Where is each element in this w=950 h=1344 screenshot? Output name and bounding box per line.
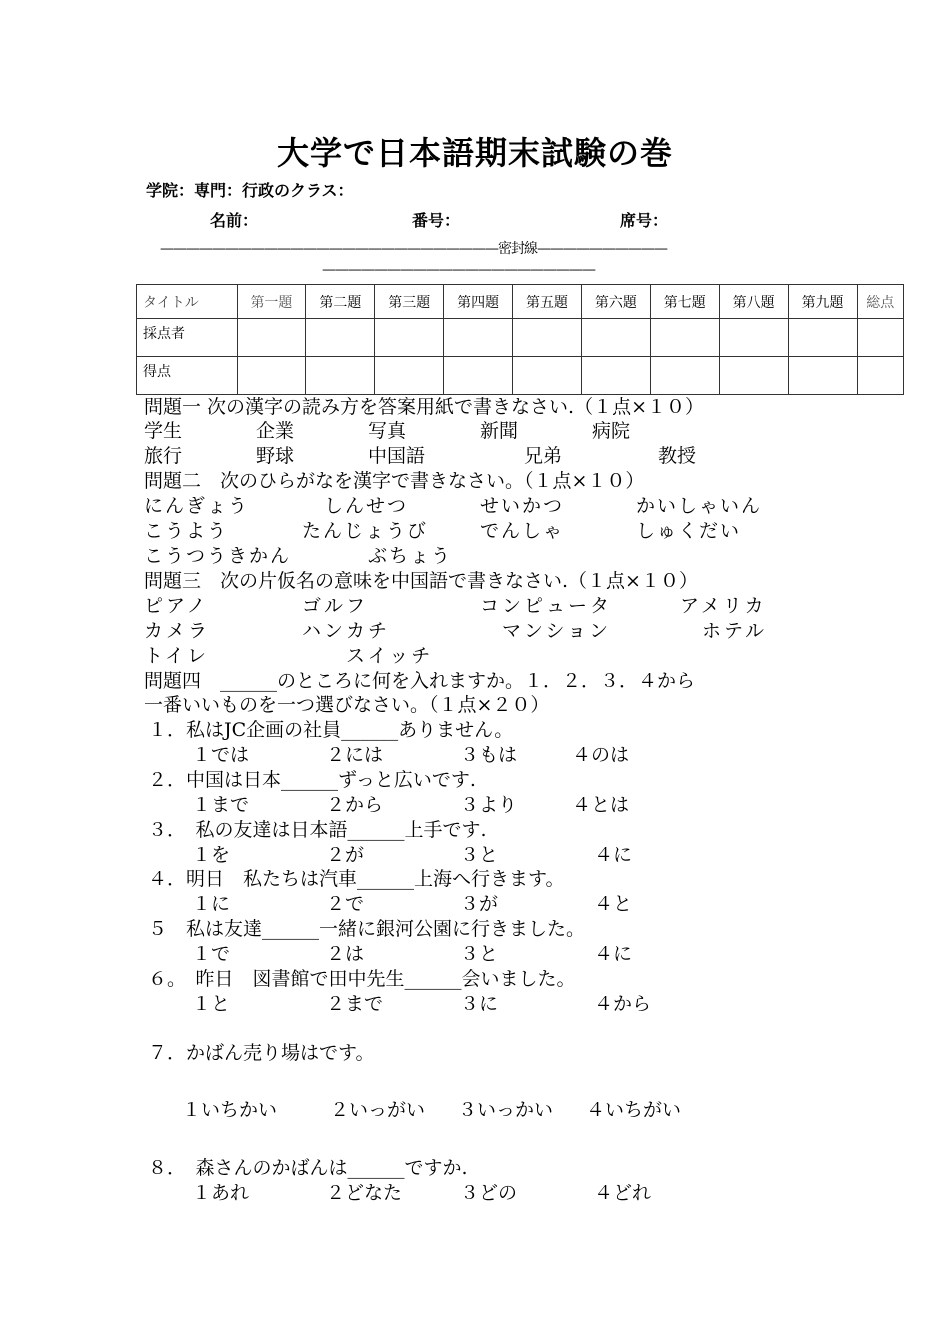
q2-word: でんしゃ: [480, 520, 565, 542]
q4-option: ４どれ: [594, 1182, 652, 1204]
q2-word: こうよう: [144, 520, 229, 542]
seal-line: ——————————————————————————密封線——————————: [160, 241, 667, 257]
q3-word: コンピュータ: [480, 595, 613, 617]
q4-item: ３． 私の友達は日本語______上手です.: [148, 819, 487, 841]
q4-option: １まで: [192, 794, 250, 816]
q1-word: 中国語: [368, 445, 426, 467]
col-title: タイトル: [137, 285, 238, 319]
q1-word: 教授: [658, 445, 697, 467]
q4-option: ２から: [326, 794, 384, 816]
q4-option: ２いっがい: [330, 1099, 426, 1121]
q4-item: １．私はJC企画の社員______ありません。: [148, 719, 514, 741]
row-label-grader: 採点者: [137, 319, 238, 357]
q3-word: カメラ: [144, 620, 211, 642]
q1-word: 兄弟: [524, 445, 563, 467]
q4-option: ３いっかい: [458, 1099, 554, 1121]
q2-heading: 問題二 次のひらがなを漢字で書きなさい。（１点×１０）: [144, 470, 645, 492]
q4-option: １に: [192, 893, 231, 915]
table-row-score: [137, 357, 904, 395]
col-q6: 第六題: [581, 285, 650, 319]
q1-word: 野球: [256, 445, 295, 467]
q2-word: たんじょうび: [302, 520, 429, 542]
q3-word: ゴルフ: [302, 595, 369, 617]
col-q2: 第二題: [306, 285, 375, 319]
q4-option: ３が: [460, 893, 499, 915]
col-q7: 第七題: [650, 285, 719, 319]
header-school-line: 学院：専門：行政のクラス：: [146, 181, 354, 200]
q3-word: アメリカ: [680, 595, 767, 617]
q1-word: 写真: [368, 420, 407, 442]
q4-option: ２どなた: [326, 1182, 403, 1204]
q4-option: １では: [192, 744, 250, 766]
q1-word: 企業: [256, 420, 295, 442]
q4-option: ４と: [594, 893, 633, 915]
q4-option: １を: [192, 844, 231, 866]
q4-heading: 問題四 ______のところに何を入れますか。１．２．３．４から: [144, 670, 696, 692]
col-q5: 第五題: [513, 285, 582, 319]
col-q3: 第三題: [375, 285, 444, 319]
q4-option: ３より: [460, 794, 518, 816]
seat-label: 席号：: [620, 211, 669, 230]
q3-heading: 問題三 次の片仮名の意味を中国語で書きなさい.（１点×１０）: [144, 570, 698, 592]
q4-option: ４とは: [572, 794, 630, 816]
q1-heading: 問題一 次の漢字の読み方を答案用紙で書きなさい.（１点×１０）: [144, 396, 705, 418]
q4-option: ４いちがい: [586, 1099, 682, 1121]
q4-item: ４．明日 私たちは汽車______上海へ行きます。: [148, 868, 565, 890]
q4-option: ２で: [326, 893, 365, 915]
q1-word: 新聞: [480, 420, 519, 442]
q2-word: しゅくだい: [636, 520, 742, 542]
q4-option: ３もは: [460, 744, 518, 766]
q1-word: 病院: [592, 420, 631, 442]
q2-word: せいかつ: [480, 495, 565, 517]
q4-option: １あれ: [192, 1182, 250, 1204]
q4-item-7: ７．かばん売り場はです。: [148, 1042, 375, 1064]
score-table: [136, 284, 904, 395]
q4-option: ３と: [460, 943, 499, 965]
q4-option: ３と: [460, 844, 499, 866]
q3-word: トイレ: [144, 645, 210, 667]
q1-word: 学生: [144, 420, 183, 442]
q2-word: ぶちょう: [368, 545, 453, 567]
q4-option: １いちかい: [182, 1099, 278, 1121]
q4-option: ２が: [326, 844, 365, 866]
q4-option: ４から: [594, 993, 652, 1015]
row-label-score: 得点: [137, 357, 238, 395]
col-q1: 第一題: [237, 285, 306, 319]
name-label: 名前：: [210, 211, 259, 230]
col-q4: 第四題: [444, 285, 513, 319]
score-table-header: [137, 285, 904, 319]
col-q8: 第八題: [719, 285, 788, 319]
exam-title: 大学で日本語期末試験の巻: [276, 134, 673, 172]
q4-item: ２．中国は日本______ずっと広いです.: [148, 769, 476, 791]
q3-word: スイッチ: [346, 645, 434, 667]
q3-word: ピアノ: [144, 595, 209, 617]
table-row-grader: [137, 319, 904, 357]
col-q9: 第九題: [788, 285, 857, 319]
seal-line-2: —————————————————————: [322, 262, 595, 278]
q4-option: ２まで: [326, 993, 384, 1015]
q3-word: ホテル: [702, 620, 768, 642]
q4-heading-2: 一番いいものを一つ選びなさい。（１点×２０）: [144, 694, 550, 716]
q3-word: ハンカチ: [302, 620, 391, 642]
q4-option: １と: [192, 993, 231, 1015]
q4-option: ４のは: [572, 744, 630, 766]
q3-word: マンション: [502, 620, 612, 642]
q4-option: １で: [192, 943, 231, 965]
q2-word: しんせつ: [324, 495, 409, 517]
q4-option: ２には: [326, 744, 384, 766]
q4-option: ４に: [594, 844, 633, 866]
q4-item: ６。 昨日 図書館で田中先生______会いました。: [148, 968, 576, 990]
q4-item-8: ８． 森さんのかばんは______ですか.: [148, 1157, 468, 1179]
q4-item: ５ 私は友達______一緒に銀河公園に行きました。: [148, 918, 586, 940]
q4-option: ２は: [326, 943, 365, 965]
q1-word: 旅行: [144, 445, 183, 467]
q2-word: こうつうきかん: [144, 545, 292, 567]
col-total: 総点: [857, 285, 903, 319]
q4-option: ３に: [460, 993, 499, 1015]
number-label: 番号：: [412, 211, 461, 230]
q2-word: にんぎょう: [144, 495, 250, 517]
q2-word: かいしゃいん: [636, 495, 763, 517]
q4-option: ３どの: [460, 1182, 518, 1204]
q4-option: ４に: [594, 943, 633, 965]
